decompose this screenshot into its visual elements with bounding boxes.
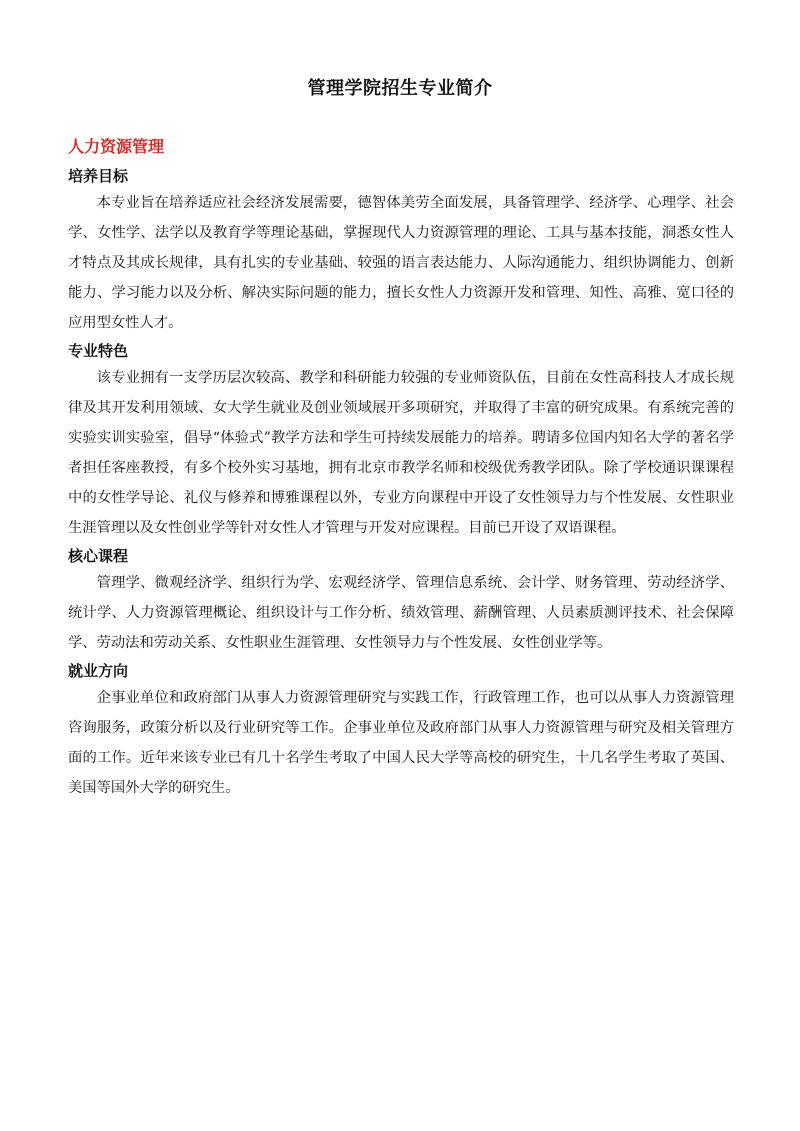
page-title: 管理学院招生专业简介 [307, 78, 493, 99]
section-training-goals [68, 164, 734, 338]
section-program-features [68, 339, 734, 543]
section-paragraph: 管理学、微观经济学、组织行为学、宏观经济学、管理信息系统、会计学、财务管理、劳动经济学、统计学、人力资源管理概论、组织设计与工作分析、绩效管理、薪酬管理、人员素质测评技术、社会保障学、劳动法和劳动关系、女性职业生涯管理、女性领导力与个性发展、女性创业学等。 [68, 575, 734, 651]
section-heading: 就业方向 [68, 662, 129, 680]
section-paragraph: 该专业拥有一支学历层次较高、教学和科研能力较强的专业师资队伍，目前在女性高科技人才成长规律及其开发利用领域、女大学生就业及创业领域展开多项研究，并取得了丰富的研究成果。有系统完善的实验实训实验室，倡导“体验式”教学方法和学生可持续发展能力的培养。聘请多位国内知名大学的著名学者担任客座教授，有多个校外实习基地，拥有北京市教学名师和校级优秀教学团队。除了学校通识课课程中的女性学导论、礼仪与修养和博雅课程以外，专业方向课程中开设了女性领导力与个性发展、女性职业生涯管理以及女性创业学等针对女性人才管理与开发对应课程。目前已开设了双语课程。 [68, 370, 734, 536]
section-heading: 专业特色 [68, 342, 129, 360]
section-paragraph: 企事业单位和政府部门从事人力资源管理研究与实践工作，行政管理工作，也可以从事人力资源管理咨询服务，政策分析以及行业研究等工作。企事业单位及政府部门从事人力资源管理与研究及相关管理方面的工作。近年来该专业已有几十名学生考取了中国人民大学等高校的研究生，十几名学生考取了英国、美国等国外大学的研究生。 [68, 690, 734, 796]
section-career-direction [68, 659, 734, 803]
section-heading: 核心课程 [68, 547, 129, 565]
section-heading: 培养目标 [68, 167, 129, 185]
document-content [68, 164, 734, 804]
section-paragraph: 本专业旨在培养适应社会经济发展需要，德智体美劳全面发展，具备管理学、经济学、心理学、社会学、女性学、法学以及教育学等理论基础，掌握现代人力资源管理的理论、工具与基本技能，洞悉女性人才特点及其成长规律，具有扎实的专业基础、较强的语言表达能力、人际沟通能力、组织协调能力、创新能力、学习能力以及分析、解决实际问题的能力，擅长女性人力资源开发和管理、知性、高雅、宽口径的应用型女性人才。 [68, 195, 734, 331]
major-title: 人力资源管理 [68, 137, 165, 156]
section-core-courses [68, 544, 734, 658]
